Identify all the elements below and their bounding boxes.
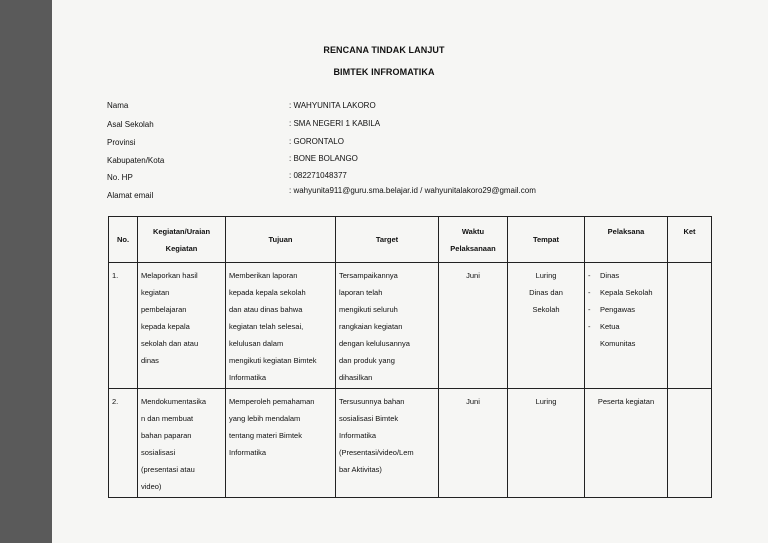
table-row: [109, 389, 712, 498]
cell-line: Memperoleh pemahaman: [229, 397, 315, 406]
row-1-tempat: [508, 263, 585, 389]
info-label-email: Alamat email: [107, 191, 154, 200]
header-tujuan: Tujuan: [226, 217, 336, 263]
row-2-tempat: [508, 389, 585, 498]
cell-line: pembelajaran: [141, 305, 187, 314]
cell-line: bar Aktivitas): [339, 465, 382, 474]
cell-line: Mendokumentasika: [141, 397, 207, 406]
header-no: No.: [109, 217, 138, 263]
row-2-tujuan: [226, 389, 336, 498]
row-2-kegiatan: [138, 389, 226, 498]
cell-line: kegiatan: [141, 288, 170, 297]
info-value-email: : wahyunita911@guru.sma.belajar.id / wahyunitalakoro29@gmail.com: [289, 186, 536, 195]
header-ket: Ket: [668, 217, 712, 263]
row-1-no: [109, 263, 138, 389]
dash-marker: -: [588, 322, 591, 331]
cell-line: Informatika: [229, 448, 267, 457]
cell-line: Sekolah: [532, 305, 560, 314]
header-waktu: [439, 217, 508, 263]
cell-line: Informatika: [339, 431, 377, 440]
cell-line: rangkaian kegiatan: [339, 322, 403, 331]
row-1-tujuan: [226, 263, 336, 389]
header-waktu-line-1: Waktu: [461, 226, 485, 236]
row-2-target: [336, 389, 439, 498]
cell-line: Informatika: [229, 373, 267, 382]
header-waktu-line-2: Pelaksanaan: [450, 243, 496, 253]
cell-line: mengikuti kegiatan Bimtek: [229, 356, 317, 365]
cell-line: Tersampaikannya: [339, 271, 398, 280]
cell-line: yang lebih mendalam: [229, 414, 301, 423]
cell-line: laporan telah: [339, 288, 383, 297]
cell-line: kelulusan dalam: [229, 339, 284, 348]
info-value-provinsi: : GORONTALO: [289, 137, 344, 146]
info-label-provinsi: Provinsi: [107, 138, 136, 147]
cell-line: tentang materi Bimtek: [229, 431, 302, 440]
row-no-text: 1.: [112, 271, 119, 280]
cell-line: Dinas: [600, 271, 620, 280]
action-plan-table: [108, 216, 712, 498]
row-1-waktu: [439, 263, 508, 389]
info-value-asal-sekolah: : SMA NEGERI 1 KABILA: [289, 119, 381, 128]
cell-line: Juni: [466, 271, 480, 280]
cell-line: Kepala Sekolah: [600, 288, 653, 297]
cell-line: sosialisasi Bimtek: [339, 414, 399, 423]
cell-line: Komunitas: [600, 339, 636, 348]
cell-line: video): [141, 482, 162, 491]
row-1-pelaksana: [585, 263, 668, 389]
cell-line: Peserta kegiatan: [597, 397, 655, 406]
cell-line: mengikuti seluruh: [339, 305, 398, 314]
list-item: [588, 267, 664, 284]
cell-line: dan produk yang: [339, 356, 395, 365]
header-kegiatan-line-1: Kegiatan/Uraian: [152, 226, 211, 236]
info-label-no-hp: No. HP: [107, 173, 133, 182]
header-tempat: Tempat: [508, 217, 585, 263]
cell-line: sekolah dan atau: [141, 339, 199, 348]
info-value-no-hp: : 082271048377: [289, 171, 347, 180]
cell-line: kepada kepala: [141, 322, 190, 331]
header-pelaksana: Pelaksana: [585, 217, 668, 263]
table-row: [109, 263, 712, 389]
document-subtitle: BIMTEK INFROMATIKA: [333, 67, 435, 77]
cell-line: Dinas dan: [529, 288, 563, 297]
info-label-asal-sekolah: Asal Sekolah: [107, 120, 154, 129]
cell-line: Luring: [535, 397, 557, 406]
cell-line: kegiatan telah selesai,: [229, 322, 304, 331]
cell-line: dengan kelulusannya: [339, 339, 410, 348]
cell-line: Melaporkan hasil: [141, 271, 198, 280]
row-1-ket: [668, 263, 712, 389]
row-no-text: 2.: [112, 397, 119, 406]
list-item: [588, 284, 664, 301]
cell-line: (Presentasi/video/Lem: [339, 448, 414, 457]
row-2-ket: [668, 389, 712, 498]
info-label-nama: Nama: [107, 101, 129, 110]
info-value-nama: : WAHYUNITA LAKORO: [289, 101, 376, 110]
list-item: [588, 318, 664, 335]
cell-line: Memberikan laporan: [229, 271, 298, 280]
cell-line: (presentasi atau: [141, 465, 195, 474]
cell-line: kepada kepala sekolah: [229, 288, 306, 297]
list-item: [588, 301, 664, 318]
row-1-kegiatan: [138, 263, 226, 389]
cell-line: bahan paparan: [141, 431, 192, 440]
cell-line: n dan membuat: [141, 414, 194, 423]
row-2-waktu: [439, 389, 508, 498]
list-item: [588, 335, 664, 352]
row-1-target: [336, 263, 439, 389]
cell-line: Tersusunnya bahan: [339, 397, 405, 406]
cell-line: [668, 389, 711, 395]
dash-marker: -: [588, 288, 591, 297]
header-kegiatan: [138, 217, 226, 263]
cell-line: Pengawas: [600, 305, 636, 314]
cell-line: Luring: [535, 271, 557, 280]
cell-line: dinas: [141, 356, 159, 365]
cell-line: Juni: [466, 397, 480, 406]
dash-marker: -: [588, 305, 591, 314]
info-label-kabupaten: Kabupaten/Kota: [107, 156, 165, 165]
cell-line: dan atau dinas bahwa: [229, 305, 303, 314]
cell-line: sosialisasi: [141, 448, 176, 457]
header-target: Target: [336, 217, 439, 263]
dash-marker: -: [588, 271, 591, 280]
table-header-row: [109, 217, 712, 263]
info-value-kabupaten: : BONE BOLANGO: [289, 154, 358, 163]
header-kegiatan-line-2: Kegiatan: [165, 243, 198, 253]
document-title: RENCANA TINDAK LANJUT: [323, 45, 445, 55]
row-2-pelaksana: [585, 389, 668, 498]
cell-line: dihasilkan: [339, 373, 373, 382]
cell-line: Ketua: [600, 322, 620, 331]
cell-line: [668, 263, 711, 269]
row-2-no: [109, 389, 138, 498]
